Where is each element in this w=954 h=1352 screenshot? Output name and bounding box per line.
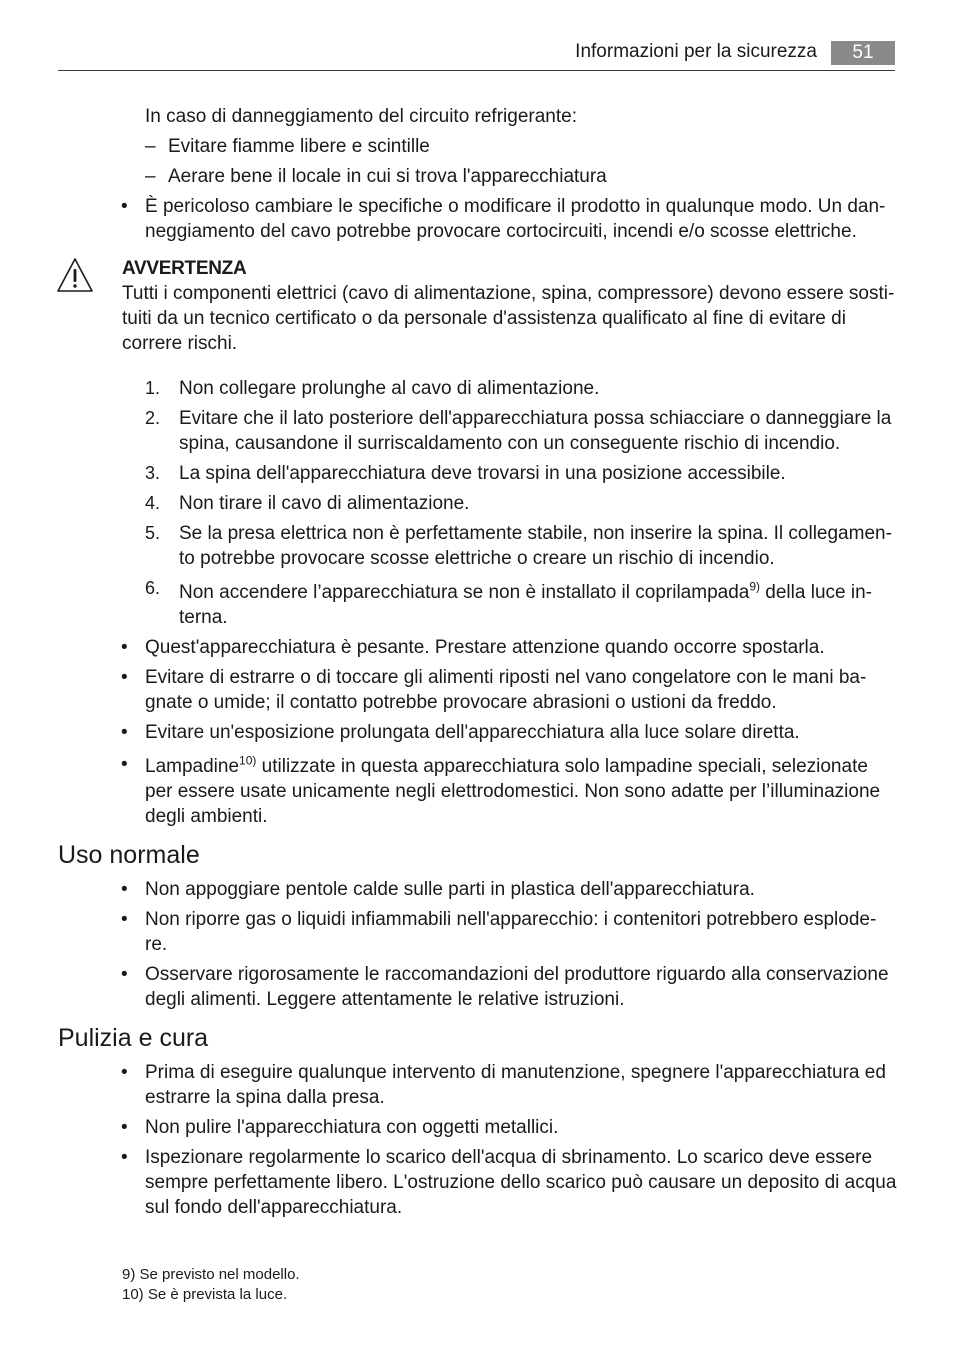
list-item-text: Non accendere l’apparecchiatura se non è installato il coprilampada xyxy=(179,582,750,603)
list-item: Se la presa elettrica non è perfettamente stabile, non inserire la spina. Il collegamen- xyxy=(179,523,892,544)
footnote: 10) Se è prevista la luce. xyxy=(122,1286,288,1303)
list-item: terna. xyxy=(179,607,228,628)
header-rule xyxy=(58,70,895,71)
bullet-text xyxy=(145,754,868,779)
footnote-ref: 9) xyxy=(749,579,761,594)
bullet-marker: • xyxy=(121,909,128,930)
bullet-text: Quest'apparecchiatura è pesante. Prestare attenzione quando occorre spostarla. xyxy=(145,637,825,658)
bullet-marker: • xyxy=(121,1062,128,1083)
dash-marker: – xyxy=(145,136,156,157)
list-item: Non tirare il cavo di alimentazione. xyxy=(179,493,470,514)
dash-marker: – xyxy=(145,166,156,187)
list-number: 4. xyxy=(145,493,161,513)
bullet-text: degli alimenti. Leggere attentamente le relative istruzioni. xyxy=(145,989,625,1010)
bullet-text: degli ambienti. xyxy=(145,806,268,827)
bullet-text: sempre perfettamente libero. L'ostruzione dello scarico può causare un deposito di acqua xyxy=(145,1172,897,1193)
footnote: 9) Se previsto nel modello. xyxy=(122,1266,300,1283)
bullet-text: Non appoggiare pentole calde sulle parti in plastica dell'apparecchiatura. xyxy=(145,879,755,900)
list-item: spina, causandone il surriscaldamento con un conseguente rischio di incendio. xyxy=(179,433,841,454)
bullet-marker: • xyxy=(121,1117,128,1138)
list-item-text: della luce in- xyxy=(760,582,872,603)
bullet-text: sul fondo dell'apparecchiatura. xyxy=(145,1197,403,1218)
list-item: La spina dell'apparecchiatura deve trovarsi in una posizione accessibile. xyxy=(179,463,786,484)
page-number: 51 xyxy=(831,41,895,65)
intro-text: In caso di danneggiamento del circuito refrigerante: xyxy=(145,106,577,127)
bullet-text: gnate o umide; il contatto potrebbe provocare abrasioni o ustioni da freddo. xyxy=(145,692,777,713)
bullet-text: È pericoloso cambiare le specifiche o modificare il prodotto in qualunque modo. Un dan- xyxy=(145,196,886,217)
warning-title: AVVERTENZA xyxy=(122,258,247,279)
list-item: Non collegare prolunghe al cavo di alimentazione. xyxy=(179,378,600,399)
bullet-text: per essere usate unicamente negli elettrodomestici. Non sono adatte per l’illuminazione xyxy=(145,781,881,802)
warning-text: Tutti i componenti elettrici (cavo di alimentazione, spina, compressore) devono essere sosti- xyxy=(122,283,895,304)
list-number: 6. xyxy=(145,578,161,598)
footnote-ref: 10) xyxy=(239,753,257,768)
list-item: to potrebbe provocare scosse elettriche o creare un rischio di incendio. xyxy=(179,548,775,569)
bullet-marker: • xyxy=(121,1147,128,1168)
warning-text: tuiti da un tecnico certificato o da personale d'assistenza qualificato al fine di evitare di xyxy=(122,308,846,329)
bullet-marker: • xyxy=(121,964,128,985)
bullet-marker: • xyxy=(121,637,128,658)
warning-text: correre rischi. xyxy=(122,333,238,354)
dash-item: Aerare bene il locale in cui si trova l'apparecchiatura xyxy=(168,166,607,187)
header-title: Informazioni per la sicurezza xyxy=(575,41,817,62)
bullet-text: neggiamento del cavo potrebbe provocare cortocircuiti, incendi e/o scosse elettriche. xyxy=(145,221,857,242)
bullet-text: estrarre la spina dalla presa. xyxy=(145,1087,385,1108)
list-item xyxy=(179,580,872,605)
bullet-text: Non pulire l'apparecchiatura con oggetti metallici. xyxy=(145,1117,559,1138)
list-item: Evitare che il lato posteriore dell'apparecchiatura possa schiacciare o danneggiare la xyxy=(179,408,892,429)
bullet-text: Ispezionare regolarmente lo scarico dell'acqua di sbrinamento. Lo scarico deve essere xyxy=(145,1147,873,1168)
list-number: 2. xyxy=(145,408,161,428)
warning-triangle-icon xyxy=(56,257,94,293)
bullet-text: Non riporre gas o liquidi infiammabili nell'apparecchio: i contenitori potrebbero esplode- xyxy=(145,909,877,930)
section-title-pulizia: Pulizia e cura xyxy=(58,1024,209,1052)
bullet-marker: • xyxy=(121,722,128,743)
bullet-marker: • xyxy=(121,879,128,900)
section-title-uso-normale: Uso normale xyxy=(58,841,200,869)
dash-item: Evitare fiamme libere e scintille xyxy=(168,136,430,157)
bullet-text: Osservare rigorosamente le raccomandazioni del produttore riguardo alla conservazione xyxy=(145,964,889,985)
bullet-marker: • xyxy=(121,754,128,775)
bullet-text: Prima di eseguire qualunque intervento di manutenzione, spegnere l'apparecchiatura ed xyxy=(145,1062,886,1083)
bullet-text: re. xyxy=(145,934,168,955)
bullet-text: Evitare un'esposizione prolungata dell'apparecchiatura alla luce solare diretta. xyxy=(145,722,800,743)
list-number: 5. xyxy=(145,523,161,543)
list-number: 1. xyxy=(145,378,161,398)
bullet-text: Evitare di estrarre o di toccare gli alimenti riposti nel vano congelatore con le mani ba- xyxy=(145,667,867,688)
bullet-text-part: utilizzate in questa apparecchiatura solo lampadine speciali, selezionate xyxy=(256,756,868,777)
list-number: 3. xyxy=(145,463,161,483)
bullet-marker: • xyxy=(121,196,128,217)
bullet-marker: • xyxy=(121,667,128,688)
bullet-text-part: Lampadine xyxy=(145,756,240,777)
